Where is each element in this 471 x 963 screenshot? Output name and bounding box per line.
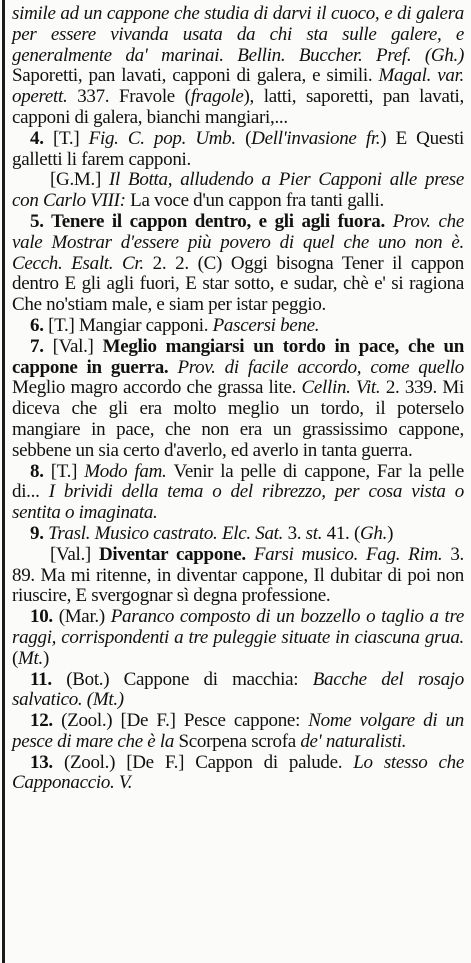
entry-column — [12, 4, 464, 794]
text-run: ( — [245, 127, 252, 149]
sense-12 — [12, 711, 464, 753]
text-run: [G.M.] — [50, 169, 110, 191]
text-run: 4. — [30, 127, 53, 149]
text-run: Paranco composto di un bozzello o taglio a tre raggi, corrispondenti a tre puleggie situate in ciascuna grua. — [12, 606, 464, 648]
text-run: Pascersi bene. — [212, 314, 320, 336]
text-run: Scorpena scrofa — [178, 730, 301, 752]
text-run: 337. Fravole ( — [77, 86, 191, 108]
text-run: de' naturalisti. — [300, 730, 407, 752]
entry-continuation — [12, 4, 464, 129]
text-run: (Zool.) [De F.] Pesce cappone: — [61, 710, 309, 732]
text-run: [T.] — [52, 127, 89, 149]
text-run: Modo fam. — [84, 460, 174, 482]
text-run: Diventar cappone. — [98, 543, 254, 565]
sense-8 — [12, 462, 464, 524]
sense-5 — [12, 212, 464, 316]
sense-7 — [12, 337, 464, 462]
text-run: 9. — [30, 522, 49, 544]
text-run: Magal. var. operett. — [12, 65, 465, 108]
text-run: Trasl. Musico castrato. Elc. Sat. — [48, 522, 288, 544]
text-run: Lo stesso che Capponaccio. V. — [12, 751, 464, 794]
text-run: 3. 89. Ma mi ritenne, in diventar cappone, Il dubitar di poi non riuscire, E svergognar sì degna professione. — [12, 543, 464, 607]
text-run: Prov. che vale Mostrar d'essere più povero di quel che uno non è. Cecch. Esalt. Cr. — [12, 210, 464, 274]
text-run: [Val.] — [50, 543, 99, 565]
sense-10 — [12, 607, 464, 669]
text-run: (Zool.) [De F.] Cappon di palude. — [63, 751, 354, 773]
sense-9 — [12, 524, 464, 545]
sense-4 — [12, 129, 464, 171]
text-run: Meglio mangiarsi un tordo in pace, che un cappone in guerra. — [12, 335, 464, 378]
margin-rule — [2, 0, 5, 963]
text-run: ) — [387, 522, 394, 544]
text-run: ) — [43, 647, 50, 669]
text-run: 3. — [287, 522, 306, 544]
text-run: Meglio magro accordo che grassa lite. — [12, 377, 302, 399]
text-run: st. — [305, 522, 327, 544]
sense-9-note — [12, 545, 464, 607]
text-run: Prov. di facile accordo, come quello — [177, 356, 464, 378]
text-run: 8. — [30, 460, 51, 482]
text-run: Mt. — [18, 647, 43, 669]
text-run: 12. — [30, 710, 62, 732]
text-run: 6. — [30, 314, 49, 336]
text-run: Nome volgare di un pesce di mare che è la — [12, 710, 464, 752]
text-run: Gh. — [359, 522, 388, 544]
sense-13 — [12, 753, 464, 795]
text-run: fragole — [190, 86, 244, 108]
text-run: Saporetti, pan lavati, capponi di galera, e simili. — [12, 65, 379, 87]
text-run: (Bot.) Cappone di macchia: — [66, 668, 313, 690]
text-run: [T.] Mangiar capponi. — [48, 314, 213, 336]
text-run: 2. 339. Mi diceva che gli era molto meglio un tordo, il poterselo mangiare in pace, che non era un grassissimo cappone, sebbene un sia certo d'averlo, ed averlo in tanta guerra. — [12, 377, 464, 461]
text-run: ( — [12, 647, 19, 669]
text-run: Fig. C. pop. Umb. — [88, 127, 246, 149]
text-run: [Val.] — [52, 335, 103, 357]
text-run: Farsi musico. Fag. Rim. — [253, 543, 451, 565]
text-run: 41. ( — [326, 522, 360, 544]
text-run: per essere vivanda usata da chi sta sulle galere, e generalmente da' marinai. Bellin. Buccher. Pref. (Gh.) — [12, 23, 464, 66]
text-run: 2. 2. (C) Oggi bisogna Tener il cappon dentro E gli agli fuori, E star sotto, e sudar, chè e' si ragiona Che no'stiam male, e siam per istar peggio. — [12, 252, 465, 316]
text-run: La voce d'un cappon fra tanti galli. — [130, 190, 384, 212]
text-run: 11. — [30, 668, 67, 690]
text-run: Cellin. Vit. — [301, 377, 386, 399]
text-run: simile ad un cappone che studia di darvi il cuoco, e di galera — [12, 3, 464, 24]
text-run: 10. — [30, 606, 59, 628]
text-run: 5. — [30, 210, 52, 232]
text-run: Il Botta, alludendo a Pier Capponi alle prese con Carlo VIII: — [12, 169, 464, 212]
sense-6 — [12, 316, 464, 337]
text-run: Dell'invasione fr. — [251, 127, 381, 149]
text-run: I brividi della tema o del ribrezzo, per cosa vista o sentita o imaginata. — [12, 481, 464, 524]
text-run: Tenere il cappon dentro, e gli agli fuora. — [51, 210, 393, 232]
text-run: Bacche del rosajo salvatico. (Mt.) — [12, 668, 464, 711]
text-run: [T.] — [50, 460, 85, 482]
text-run: ) E Questi galletti li farem capponi. — [12, 127, 464, 170]
sense-11 — [12, 670, 464, 712]
text-run: 13. — [30, 751, 64, 773]
text-run: 7. — [30, 335, 53, 357]
text-run: (Mar.) — [58, 606, 111, 628]
text-run: ), latti, saporetti, pan lavati, capponi di galera, bianchi mangiari,... — [12, 86, 464, 128]
text-run: Venir la pelle di cappone, Far la pelle di... — [12, 460, 465, 503]
sense-4-note — [12, 170, 464, 212]
